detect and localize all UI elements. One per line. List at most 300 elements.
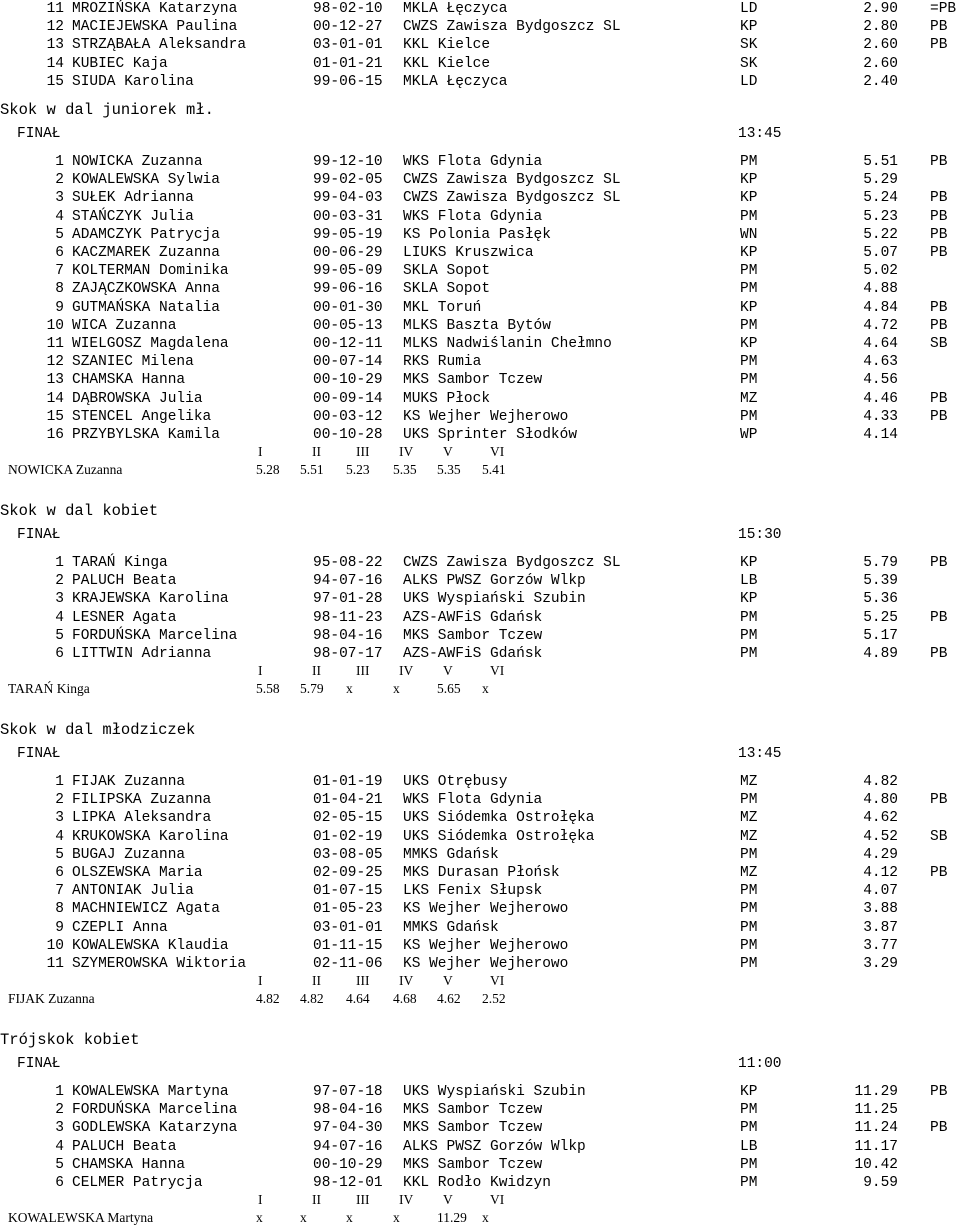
region-code: PM xyxy=(740,408,758,425)
place-number: 6 xyxy=(55,865,64,881)
place-number: 3 xyxy=(55,810,64,827)
result-value: 5.36 xyxy=(863,591,898,608)
athlete-name: STENCEL Angelika xyxy=(72,408,212,425)
place-number: 2 xyxy=(55,792,64,809)
attempt-header: I xyxy=(258,444,263,460)
record-note: PB xyxy=(930,19,948,36)
club-name: KS Wejher Wejherowo xyxy=(403,937,569,954)
club-name: MKS Sambor Tczew xyxy=(403,1102,543,1119)
attempt-header: V xyxy=(443,1192,453,1208)
birth-date: 03-01-01 xyxy=(313,37,383,54)
result-value: 5.17 xyxy=(863,627,898,644)
result-value: 10.42 xyxy=(854,1156,898,1173)
club-name: AZS-AWFiS Gdańsk xyxy=(403,609,543,626)
attempt-value: 5.58 xyxy=(256,681,280,697)
result-value: 3.87 xyxy=(863,919,898,936)
athlete-name: PRZYBYLSKA Kamila xyxy=(72,427,220,443)
place-number: 13 xyxy=(46,372,64,389)
region-code: PM xyxy=(740,901,758,918)
region-code: KP xyxy=(740,172,758,189)
birth-date: 00-03-12 xyxy=(313,408,383,425)
result-value: 4.29 xyxy=(863,846,898,863)
result-value: 4.63 xyxy=(863,354,898,371)
athlete-name: WICA Zuzanna xyxy=(72,317,177,334)
place-number: 2 xyxy=(55,573,64,590)
attempt-header: VI xyxy=(490,973,505,989)
athlete-name: DĄBROWSKA Julia xyxy=(72,390,203,407)
event-time: 15:30 xyxy=(738,527,782,543)
birth-date: 98-07-17 xyxy=(313,646,383,662)
region-code: KP xyxy=(740,336,758,352)
club-name: ALKS PWSZ Gorzów Wlkp xyxy=(403,573,586,590)
attempt-header: VI xyxy=(490,444,505,460)
region-code: PM xyxy=(740,937,758,954)
attempt-header: IV xyxy=(399,444,414,460)
region-code: LD xyxy=(740,1,758,17)
place-number: 7 xyxy=(55,883,64,900)
club-name: MKS Sambor Tczew xyxy=(403,627,543,644)
attempt-value: 4.64 xyxy=(346,991,370,1007)
result-value: 4.82 xyxy=(863,774,898,790)
region-code: PM xyxy=(740,1120,758,1137)
place-number: 11 xyxy=(46,1,64,17)
birth-date: 94-07-16 xyxy=(313,1138,383,1155)
result-value: 4.33 xyxy=(863,408,898,425)
record-note: PB xyxy=(930,408,948,425)
record-note: =PB xyxy=(930,1,957,17)
birth-date: 94-07-16 xyxy=(313,573,383,590)
result-value: 3.77 xyxy=(863,937,898,954)
attempt-header: V xyxy=(443,663,453,679)
record-note: PB xyxy=(930,1084,948,1100)
place-number: 4 xyxy=(55,1138,64,1155)
place-number: 3 xyxy=(55,190,64,207)
birth-date: 02-11-06 xyxy=(313,956,383,972)
athlete-name: STAŃCZYK Julia xyxy=(72,208,194,225)
athlete-name: MACHNIEWICZ Agata xyxy=(72,901,220,918)
birth-date: 99-02-05 xyxy=(313,172,383,189)
attempt-value: 5.51 xyxy=(300,462,324,478)
result-value: 11.29 xyxy=(854,1084,898,1100)
region-code: LD xyxy=(740,73,758,90)
attempt-value: 11.29 xyxy=(437,1210,467,1226)
birth-date: 99-05-19 xyxy=(313,226,383,243)
attempt-value: x xyxy=(482,1210,489,1226)
result-value: 5.02 xyxy=(863,263,898,280)
athlete-name: STRZĄBAŁA Aleksandra xyxy=(72,37,247,54)
place-number: 5 xyxy=(55,846,64,863)
result-value: 4.14 xyxy=(863,427,898,443)
winner-name: FIJAK Zuzanna xyxy=(8,991,95,1007)
club-name: MKL Toruń xyxy=(403,299,482,316)
region-code: PM xyxy=(740,956,758,972)
birth-date: 01-11-15 xyxy=(313,937,383,954)
athlete-name: WIELGOSZ Magdalena xyxy=(72,336,229,352)
result-value: 2.80 xyxy=(863,19,898,36)
attempt-header: I xyxy=(258,663,263,679)
region-code: PM xyxy=(740,846,758,863)
birth-date: 98-12-01 xyxy=(313,1175,383,1191)
region-code: KP xyxy=(740,245,758,261)
result-value: 5.29 xyxy=(863,172,898,189)
club-name: KS Wejher Wejherowo xyxy=(403,956,569,972)
result-value: 5.07 xyxy=(863,245,898,261)
event-title: Skok w dal kobiet xyxy=(0,502,159,520)
club-name: MKS Sambor Tczew xyxy=(403,1156,543,1173)
region-code: PM xyxy=(740,1156,758,1173)
attempt-value: 5.65 xyxy=(437,681,461,697)
record-note: PB xyxy=(930,609,948,626)
attempt-header: I xyxy=(258,973,263,989)
region-code: KP xyxy=(740,19,758,36)
attempt-value: 5.23 xyxy=(346,462,370,478)
attempt-header: IV xyxy=(399,973,414,989)
region-code: WP xyxy=(740,427,758,443)
club-name: MKS Sambor Tczew xyxy=(403,1120,543,1137)
result-value: 3.29 xyxy=(863,956,898,972)
athlete-name: CHAMSKA Hanna xyxy=(72,1156,186,1173)
athlete-name: LITTWIN Adrianna xyxy=(72,646,212,662)
birth-date: 00-12-27 xyxy=(313,19,383,36)
birth-date: 99-06-16 xyxy=(313,281,383,298)
attempt-header: V xyxy=(443,973,453,989)
place-number: 9 xyxy=(55,919,64,936)
athlete-name: NOWICKA Zuzanna xyxy=(72,154,203,170)
result-value: 4.88 xyxy=(863,281,898,298)
athlete-name: FILIPSKA Zuzanna xyxy=(72,792,212,809)
place-number: 1 xyxy=(55,1084,64,1100)
attempt-value: 2.52 xyxy=(482,991,506,1007)
record-note: PB xyxy=(930,646,948,662)
athlete-name: KRAJEWSKA Karolina xyxy=(72,591,229,608)
winner-name: KOWALEWSKA Martyna xyxy=(8,1210,154,1226)
place-number: 2 xyxy=(55,1102,64,1119)
birth-date: 99-05-09 xyxy=(313,263,383,280)
region-code: KP xyxy=(740,591,758,608)
attempt-header: II xyxy=(312,1192,321,1208)
attempt-header: I xyxy=(258,1192,263,1208)
record-note: PB xyxy=(930,1120,948,1137)
birth-date: 01-01-21 xyxy=(313,55,383,72)
attempt-value: x xyxy=(346,1210,353,1226)
record-note: PB xyxy=(930,37,948,54)
attempt-value: 5.28 xyxy=(256,462,280,478)
result-value: 5.23 xyxy=(863,208,898,225)
result-value: 5.25 xyxy=(863,609,898,626)
birth-date: 02-05-15 xyxy=(313,810,383,827)
club-name: MUKS Płock xyxy=(403,390,491,407)
region-code: SK xyxy=(740,37,758,54)
result-value: 2.60 xyxy=(863,37,898,54)
attempt-header: IV xyxy=(399,1192,414,1208)
result-value: 3.88 xyxy=(863,901,898,918)
attempt-value: 5.41 xyxy=(482,462,506,478)
place-number: 6 xyxy=(55,646,64,662)
region-code: PM xyxy=(740,646,758,662)
athlete-name: CHAMSKA Hanna xyxy=(72,372,186,389)
attempt-header: V xyxy=(443,444,453,460)
attempt-value: 4.82 xyxy=(256,991,280,1007)
place-number: 6 xyxy=(55,1175,64,1191)
attempt-header: III xyxy=(356,973,370,989)
athlete-name: KRUKOWSKA Karolina xyxy=(72,828,229,845)
club-name: LKS Fenix Słupsk xyxy=(403,883,543,900)
athlete-name: KOWALEWSKA Martyna xyxy=(72,1084,229,1100)
event-title: Skok w dal młodziczek xyxy=(0,721,196,739)
winner-name: NOWICKA Zuzanna xyxy=(8,462,123,478)
attempt-header: III xyxy=(356,663,370,679)
birth-date: 00-10-28 xyxy=(313,427,383,443)
club-name: KS Polonia Pasłęk xyxy=(403,226,551,243)
place-number: 11 xyxy=(46,956,64,972)
place-number: 4 xyxy=(55,208,64,225)
athlete-name: CELMER Patrycja xyxy=(72,1175,203,1191)
region-code: WN xyxy=(740,226,758,243)
result-value: 5.22 xyxy=(863,226,898,243)
place-number: 8 xyxy=(55,281,64,298)
region-code: MZ xyxy=(740,774,758,790)
event-title: Trójskok kobiet xyxy=(0,1031,140,1049)
birth-date: 98-02-10 xyxy=(313,1,383,17)
attempt-header: II xyxy=(312,444,321,460)
athlete-name: MACIEJEWSKA Paulina xyxy=(72,19,238,36)
attempt-header: II xyxy=(312,663,321,679)
place-number: 4 xyxy=(55,828,64,845)
attempt-value: x xyxy=(393,1210,400,1226)
birth-date: 99-06-15 xyxy=(313,73,383,90)
region-code: PM xyxy=(740,281,758,298)
region-code: SK xyxy=(740,55,758,72)
birth-date: 00-03-31 xyxy=(313,208,383,225)
athlete-name: FORDUŃSKA Marcelina xyxy=(72,627,238,644)
attempt-value: 5.35 xyxy=(437,462,461,478)
athlete-name: ADAMCZYK Patrycja xyxy=(72,226,220,243)
attempt-header: VI xyxy=(490,663,505,679)
club-name: KS Wejher Wejherowo xyxy=(403,408,569,425)
attempt-header: III xyxy=(356,444,370,460)
result-value: 4.72 xyxy=(863,317,898,334)
club-name: CWZS Zawisza Bydgoszcz SL xyxy=(403,19,621,36)
club-name: CWZS Zawisza Bydgoszcz SL xyxy=(403,555,621,571)
athlete-name: FIJAK Zuzanna xyxy=(72,774,186,790)
club-name: AZS-AWFiS Gdańsk xyxy=(403,646,543,662)
place-number: 2 xyxy=(55,172,64,189)
place-number: 16 xyxy=(46,427,64,443)
club-name: UKS Wyspiański Szubin xyxy=(403,1084,586,1100)
result-value: 11.25 xyxy=(854,1102,898,1119)
athlete-name: ANTONIAK Julia xyxy=(72,883,194,900)
club-name: WKS Flota Gdynia xyxy=(403,208,543,225)
result-value: 4.64 xyxy=(863,336,898,352)
athlete-name: KOLTERMAN Dominika xyxy=(72,263,229,280)
region-code: PM xyxy=(740,372,758,389)
event-time: 13:45 xyxy=(738,746,782,762)
birth-date: 01-04-21 xyxy=(313,792,383,809)
athlete-name: ZAJĄCZKOWSKA Anna xyxy=(72,281,220,298)
result-value: 5.79 xyxy=(863,555,898,571)
region-code: KP xyxy=(740,190,758,207)
event-title: Skok w dal juniorek mł. xyxy=(0,101,214,119)
attempt-header: VI xyxy=(490,1192,505,1208)
birth-date: 00-01-30 xyxy=(313,299,383,316)
club-name: MLKS Nadwiślanin Chełmno xyxy=(403,336,612,352)
record-note: PB xyxy=(930,245,948,261)
record-note: PB xyxy=(930,317,948,334)
region-code: MZ xyxy=(740,810,758,827)
athlete-name: GUTMAŃSKA Natalia xyxy=(72,299,220,316)
result-value: 4.80 xyxy=(863,792,898,809)
region-code: PM xyxy=(740,1102,758,1119)
birth-date: 98-04-16 xyxy=(313,627,383,644)
birth-date: 98-11-23 xyxy=(313,609,383,626)
place-number: 5 xyxy=(55,226,64,243)
birth-date: 00-07-14 xyxy=(313,354,383,371)
attempt-header: IV xyxy=(399,663,414,679)
place-number: 5 xyxy=(55,627,64,644)
birth-date: 97-01-28 xyxy=(313,591,383,608)
result-value: 4.62 xyxy=(863,810,898,827)
result-value: 4.07 xyxy=(863,883,898,900)
region-code: PM xyxy=(740,919,758,936)
region-code: PM xyxy=(740,609,758,626)
result-value: 4.52 xyxy=(863,828,898,845)
place-number: 14 xyxy=(46,55,64,72)
club-name: MKS Durasan Płońsk xyxy=(403,865,560,881)
birth-date: 98-04-16 xyxy=(313,1102,383,1119)
place-number: 1 xyxy=(55,555,64,571)
region-code: LB xyxy=(740,1138,758,1155)
birth-date: 01-02-19 xyxy=(313,828,383,845)
athlete-name: SZYMEROWSKA Wiktoria xyxy=(72,956,247,972)
record-note: SB xyxy=(930,828,948,845)
record-note: PB xyxy=(930,299,948,316)
club-name: UKS Siódemka Ostrołęka xyxy=(403,828,595,845)
region-code: PM xyxy=(740,792,758,809)
result-value: 4.56 xyxy=(863,372,898,389)
attempt-value: x xyxy=(393,681,400,697)
birth-date: 99-12-10 xyxy=(313,154,383,170)
place-number: 9 xyxy=(55,299,64,316)
result-value: 4.84 xyxy=(863,299,898,316)
result-value: 2.90 xyxy=(863,1,898,17)
result-value: 5.24 xyxy=(863,190,898,207)
region-code: KP xyxy=(740,299,758,316)
athlete-name: SIUDA Karolina xyxy=(72,73,194,90)
club-name: WKS Flota Gdynia xyxy=(403,792,543,809)
athlete-name: MROZIŃSKA Katarzyna xyxy=(72,1,238,17)
place-number: 1 xyxy=(55,154,64,170)
region-code: PM xyxy=(740,208,758,225)
attempt-value: x xyxy=(256,1210,263,1226)
birth-date: 03-01-01 xyxy=(313,919,383,936)
place-number: 10 xyxy=(46,937,64,954)
birth-date: 00-06-29 xyxy=(313,245,383,261)
region-code: PM xyxy=(740,154,758,170)
club-name: CWZS Zawisza Bydgoszcz SL xyxy=(403,190,621,207)
birth-date: 01-01-19 xyxy=(313,774,383,790)
record-note: PB xyxy=(930,154,948,170)
place-number: 12 xyxy=(46,19,64,36)
club-name: KKL Kielce xyxy=(403,37,491,54)
club-name: SKLA Sopot xyxy=(403,263,491,280)
club-name: WKS Flota Gdynia xyxy=(403,154,543,170)
birth-date: 97-07-18 xyxy=(313,1084,383,1100)
birth-date: 01-07-15 xyxy=(313,883,383,900)
record-note: SB xyxy=(930,336,948,352)
club-name: ALKS PWSZ Gorzów Wlkp xyxy=(403,1138,586,1155)
attempt-value: 5.79 xyxy=(300,681,324,697)
attempt-value: x xyxy=(482,681,489,697)
region-code: PM xyxy=(740,883,758,900)
region-code: PM xyxy=(740,317,758,334)
record-note: PB xyxy=(930,555,948,571)
place-number: 8 xyxy=(55,901,64,918)
round-label: FINAŁ xyxy=(17,1056,61,1072)
attempt-value: 4.62 xyxy=(437,991,461,1007)
birth-date: 99-04-03 xyxy=(313,190,383,207)
club-name: UKS Sprinter Słodków xyxy=(403,427,578,443)
attempt-header: III xyxy=(356,1192,370,1208)
birth-date: 95-08-22 xyxy=(313,555,383,571)
region-code: PM xyxy=(740,354,758,371)
region-code: PM xyxy=(740,627,758,644)
attempt-value: 4.68 xyxy=(393,991,417,1007)
athlete-name: BUGAJ Zuzanna xyxy=(72,846,186,863)
attempt-header: II xyxy=(312,973,321,989)
place-number: 12 xyxy=(46,354,64,371)
place-number: 15 xyxy=(46,408,64,425)
club-name: RKS Rumia xyxy=(403,354,482,371)
result-value: 4.89 xyxy=(863,646,898,662)
athlete-name: KOWALEWSKA Sylwia xyxy=(72,172,220,189)
club-name: UKS Otrębusy xyxy=(403,774,508,790)
birth-date: 01-05-23 xyxy=(313,901,383,918)
club-name: UKS Siódemka Ostrołęka xyxy=(403,810,595,827)
winner-name: TARAŃ Kinga xyxy=(8,681,90,697)
club-name: CWZS Zawisza Bydgoszcz SL xyxy=(403,172,621,189)
result-value: 4.12 xyxy=(863,865,898,881)
athlete-name: SZANIEC Milena xyxy=(72,354,194,371)
birth-date: 00-05-13 xyxy=(313,317,383,334)
birth-date: 00-12-11 xyxy=(313,336,383,352)
attempt-value: 4.82 xyxy=(300,991,324,1007)
place-number: 6 xyxy=(55,245,64,261)
record-note: PB xyxy=(930,190,948,207)
athlete-name: PALUCH Beata xyxy=(72,573,177,590)
result-value: 2.40 xyxy=(863,73,898,90)
place-number: 3 xyxy=(55,1120,64,1137)
club-name: MMKS Gdańsk xyxy=(403,919,499,936)
result-value: 11.17 xyxy=(854,1138,898,1155)
region-code: MZ xyxy=(740,828,758,845)
birth-date: 00-09-14 xyxy=(313,390,383,407)
region-code: KP xyxy=(740,1084,758,1100)
record-note: PB xyxy=(930,865,948,881)
region-code: MZ xyxy=(740,390,758,407)
attempt-value: x xyxy=(300,1210,307,1226)
club-name: MLKS Baszta Bytów xyxy=(403,317,551,334)
record-note: PB xyxy=(930,226,948,243)
result-value: 2.60 xyxy=(863,55,898,72)
record-note: PB xyxy=(930,390,948,407)
athlete-name: SUŁEK Adrianna xyxy=(72,190,194,207)
club-name: KKL Rodło Kwidzyn xyxy=(403,1175,551,1191)
athlete-name: KACZMAREK Zuzanna xyxy=(72,245,220,261)
place-number: 7 xyxy=(55,263,64,280)
birth-date: 00-10-29 xyxy=(313,1156,383,1173)
athlete-name: KUBIEC Kaja xyxy=(72,55,168,72)
round-label: FINAŁ xyxy=(17,126,61,142)
